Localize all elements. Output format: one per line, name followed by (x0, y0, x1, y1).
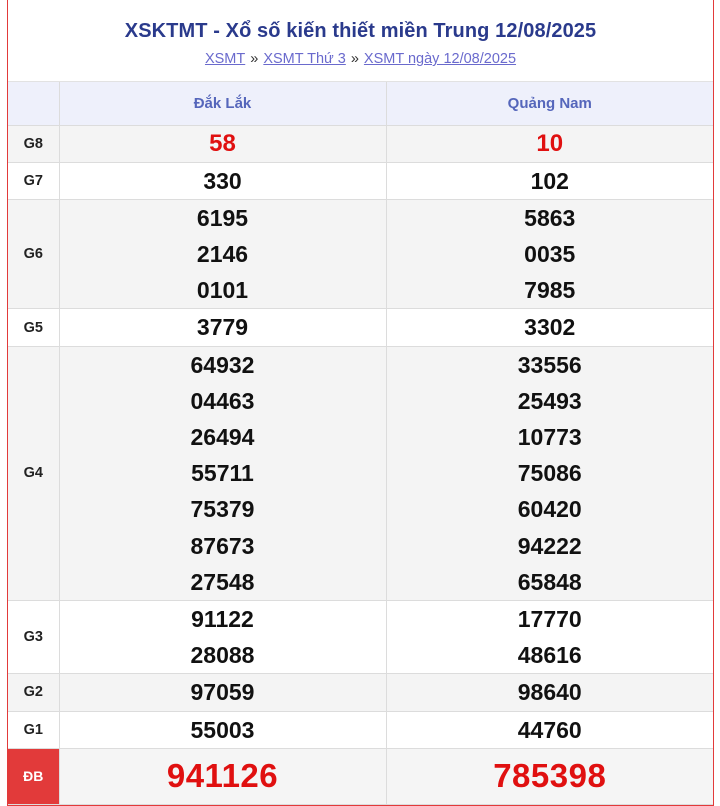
special-prize-number: 785398 (386, 748, 713, 804)
prize-number: 87673 (190, 532, 255, 559)
prize-cell (386, 162, 713, 199)
prize-number: 102 (530, 167, 569, 194)
prize-cell (386, 346, 713, 600)
prize-cell (59, 674, 386, 711)
prize-number: 60420 (517, 496, 582, 523)
prize-row-g2 (8, 674, 713, 711)
prize-number: 6195 (196, 204, 249, 231)
prize-cell (386, 674, 713, 711)
prize-number: 10 (536, 129, 564, 157)
prize-number: 75379 (190, 496, 255, 523)
breadcrumb-separator: » (250, 51, 259, 67)
prize-number: 55711 (191, 460, 254, 487)
prize-cell (59, 125, 386, 162)
prize-row-g7 (8, 162, 713, 199)
prize-cell (386, 309, 713, 346)
prize-number: 44760 (517, 716, 582, 743)
prize-number: 26494 (190, 424, 255, 450)
prize-label: G6 (8, 199, 59, 309)
prize-number: 17770 (517, 605, 582, 632)
prize-number: 3779 (196, 314, 249, 341)
prize-row-g5 (8, 309, 713, 346)
prize-number: 97059 (190, 679, 255, 706)
results-header (8, 0, 713, 82)
results-table (8, 82, 713, 805)
prize-row-g1 (8, 711, 713, 748)
prize-number: 58 (209, 129, 236, 157)
prize-number: 28088 (190, 642, 255, 669)
page-title: XSKTMT - Xổ số kiến thiết miền Trung 12/08/2025 (124, 20, 597, 42)
prize-number: 65848 (517, 568, 582, 595)
prize-number: 2146 (196, 241, 249, 268)
breadcrumb-link-weekday[interactable]: XSMT Thứ 3 (263, 51, 346, 67)
prize-number: 55003 (190, 716, 255, 743)
special-prize-number: 941126 (59, 748, 386, 804)
prize-number: 7985 (524, 277, 576, 304)
breadcrumb-separator: » (350, 51, 359, 67)
prize-label: G4 (8, 346, 59, 600)
prize-row-g4 (8, 346, 713, 600)
prize-number: 5863 (524, 204, 576, 231)
prize-number: 98640 (517, 679, 582, 706)
prize-label: G2 (8, 674, 59, 711)
prize-cell (386, 711, 713, 748)
prize-cell (386, 125, 713, 162)
prize-cell (59, 600, 386, 673)
table-header-row (8, 82, 713, 125)
prize-number: 04463 (190, 387, 255, 414)
prize-number: 27548 (190, 568, 255, 595)
prize-cell (59, 346, 386, 600)
prize-label: G1 (8, 711, 59, 748)
prize-number: 48616 (517, 642, 582, 669)
column-header-province[interactable]: Đắk Lắk (59, 82, 386, 125)
prize-label: G7 (8, 162, 59, 199)
prize-row-g6 (8, 199, 713, 309)
header-corner (8, 82, 59, 125)
prize-label: G5 (8, 309, 59, 346)
prize-number: 330 (203, 167, 242, 194)
prize-number: 64932 (190, 351, 255, 378)
prize-number: 91122 (191, 605, 254, 632)
prize-number: 3302 (524, 314, 576, 341)
breadcrumb (8, 51, 713, 67)
prize-number: 10773 (517, 424, 582, 450)
prize-number: 75086 (517, 460, 582, 487)
breadcrumb-link-date[interactable]: XSMT ngày 12/08/2025 (363, 51, 517, 67)
prize-cell (59, 162, 386, 199)
prize-number: 0035 (524, 241, 576, 268)
prize-number: 0101 (196, 277, 249, 304)
prize-cell (386, 199, 713, 309)
prize-number: 33556 (517, 351, 582, 378)
prize-label: G3 (8, 600, 59, 673)
special-prize-label: ĐB (8, 748, 59, 804)
column-header-province[interactable]: Quảng Nam (386, 82, 713, 125)
breadcrumb-link-xsmt[interactable]: XSMT (204, 51, 246, 67)
prize-label: G8 (8, 125, 59, 162)
prize-cell (386, 600, 713, 673)
prize-cell (59, 309, 386, 346)
prize-number: 94222 (517, 532, 582, 559)
prize-cell (59, 711, 386, 748)
prize-row-special (8, 748, 713, 804)
prize-row-g8 (8, 125, 713, 162)
prize-number: 25493 (517, 387, 582, 414)
prize-cell (59, 199, 386, 309)
prize-row-g3 (8, 600, 713, 673)
results-panel (7, 0, 714, 806)
